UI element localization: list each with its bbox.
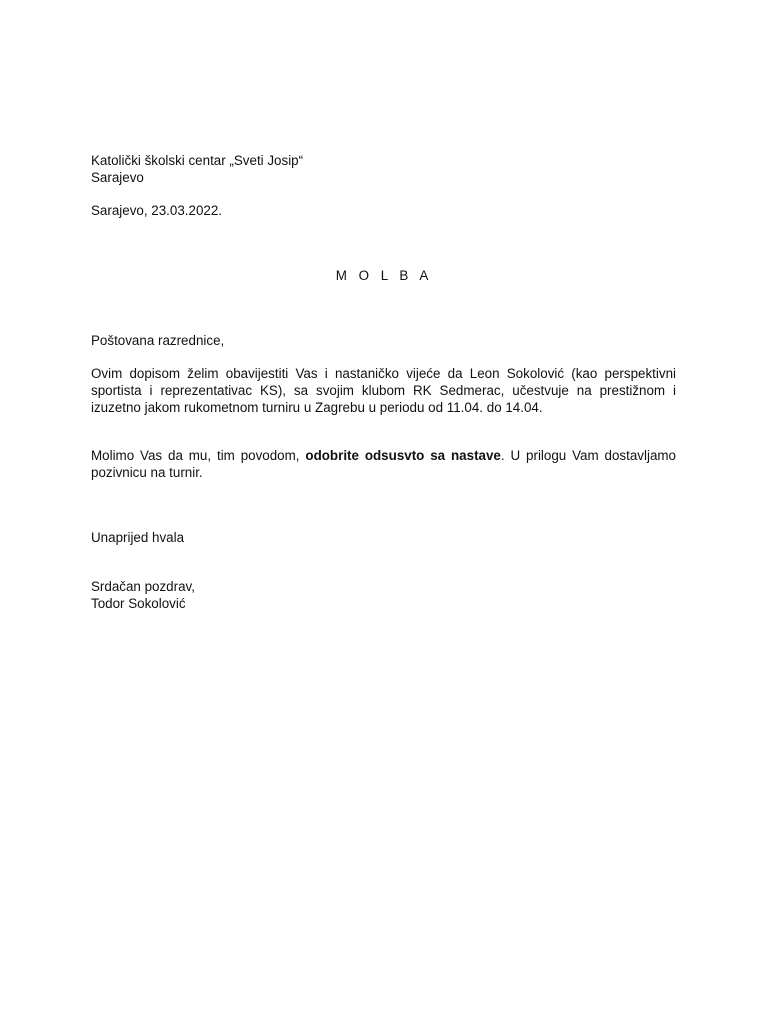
greeting: Poštovana razrednice, (91, 333, 225, 348)
paragraph-2-start: Molimo Vas da mu, tim povodom, (91, 448, 306, 463)
school-name: Katolički školski centar „Sveti Josip“ (91, 153, 304, 168)
thanks-line: Unaprijed hvala (91, 530, 185, 545)
closing-salutation: Srdačan pozdrav, (91, 579, 195, 594)
body-paragraph-1: Ovim dopisom želim obavijestiti Vas i nastaničko vijeće da Leon Sokolović (kao perspektivni sportista i reprezentativac KS), sa svojim klubom RK Sedmerac, učestvuje na prestižnom i izuzetno jakom rukometnom turniru u Zagrebu u periodu od 11.04. do 14.04. (91, 366, 676, 415)
signature-name: Todor Sokolović (91, 596, 186, 611)
paragraph-2-end: . U prilogu Vam dostavljamo pozivnicu na turnir. (91, 448, 676, 480)
body-paragraph-2 (91, 447, 676, 481)
paragraph-2-bold: odobrite odsusvto sa nastave (305, 448, 501, 463)
document-title: M O L B A (335, 268, 433, 283)
school-city: Sarajevo (91, 170, 144, 185)
date-line: Sarajevo, 23.03.2022. (91, 203, 223, 218)
